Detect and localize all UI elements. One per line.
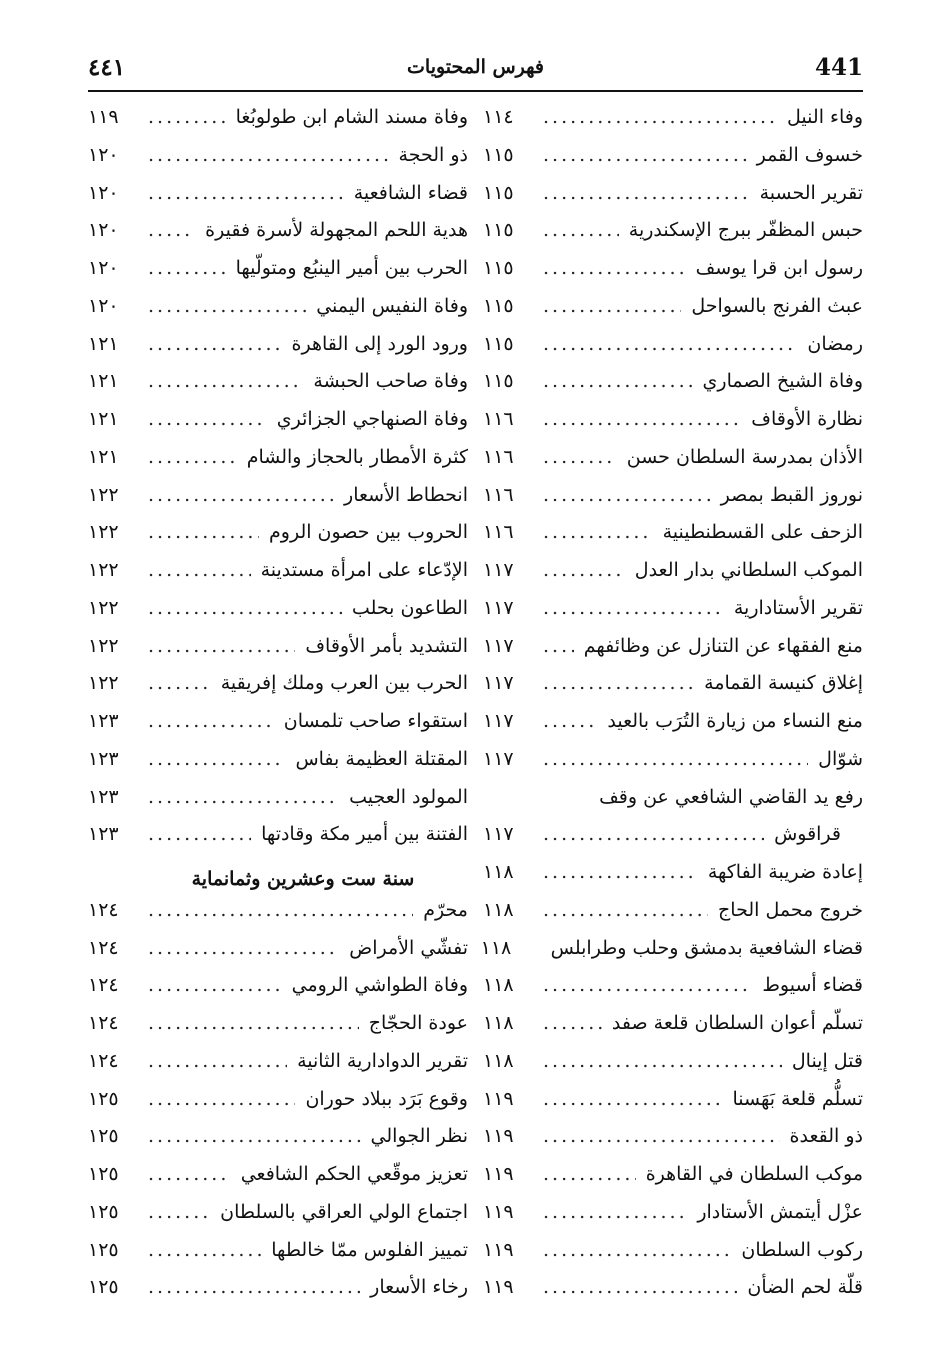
toc-entry	[483, 106, 863, 144]
dot-leader	[148, 144, 389, 166]
entry-page-number: ١٢٥	[88, 1276, 119, 1299]
entry-page-number: ١١٩	[483, 1276, 514, 1299]
entry-title: تسلُّم قلعة بَهَسنا	[732, 1087, 863, 1110]
entry-title: الحروب بين حصون الروم	[269, 521, 468, 544]
toc-entry	[88, 1239, 468, 1277]
entry-page-number: ١١٨	[483, 974, 514, 997]
dot-leader	[543, 333, 797, 355]
dot-leader	[543, 823, 764, 845]
entry-title: قضاء أسيوط	[762, 974, 863, 997]
entry-page-number: ١١٩	[483, 1087, 514, 1110]
entry-page-number: ١٢٢	[88, 521, 119, 544]
dot-leader	[543, 1050, 782, 1072]
entry-page-number: ١٢١	[88, 408, 119, 430]
entry-title: تقرير الحسبة	[759, 181, 863, 204]
entry-page-number: ١١٧	[483, 710, 514, 732]
entry-page-number: ١٢٠	[88, 294, 119, 317]
entry-page-number: ١١٧	[483, 596, 514, 619]
entry-title: ذو القعدة	[789, 1125, 863, 1148]
dot-leader	[543, 710, 597, 732]
entry-title: قضاء الشافعية	[353, 181, 468, 204]
entry-title: انحطاط الأسعار	[344, 483, 468, 506]
entry-page-number: ١١٦	[483, 408, 514, 430]
entry-page-number: ١١٥	[483, 257, 514, 279]
entry-title: منع الفقهاء عن التنازل عن وظائفهم	[583, 634, 863, 657]
entry-page-number: ١١٥	[483, 294, 514, 317]
toc-entry	[88, 1276, 468, 1314]
toc-entry	[88, 521, 468, 559]
dot-leader	[148, 219, 195, 241]
entry-page-number: ١١٥	[483, 370, 514, 393]
entry-page-number: ١١٩	[483, 1200, 514, 1223]
header-rule	[88, 90, 863, 92]
entry-page-number: ١٢٥	[88, 1200, 119, 1223]
dot-leader	[148, 937, 339, 959]
dot-leader	[148, 1125, 361, 1147]
entry-page-number: ١١٨	[483, 1049, 514, 1072]
entry-title: تسلّم أعوان السلطان قلعة صفد	[611, 1012, 863, 1034]
entry-title: استقواء صاحب تلمسان	[283, 710, 468, 732]
dot-leader	[148, 1239, 261, 1261]
dot-leader	[148, 635, 295, 657]
entry-title: نظارة الأوقاف	[751, 408, 863, 430]
dot-leader	[148, 182, 344, 204]
entry-page-number: ١١٩	[483, 1238, 514, 1261]
entry-title: ورود الورد إلى القاهرة	[291, 332, 468, 355]
entry-title: رسول ابن قرا يوسف	[695, 257, 863, 279]
dot-leader	[543, 521, 653, 543]
toc-entry	[88, 295, 468, 333]
entry-page-number: ١١٦	[483, 483, 514, 506]
dot-leader	[543, 899, 708, 921]
entry-title: إعادة ضريبة الفاكهة	[707, 861, 863, 883]
entry-title: قراقوش	[774, 823, 841, 846]
entry-title: المقتلة العظيمة بفاس	[295, 747, 468, 770]
entry-page-number: ١٢٣	[88, 747, 119, 770]
dot-leader	[148, 672, 211, 694]
toc-entry	[88, 219, 468, 257]
entry-page-number: ١١٦	[483, 521, 514, 544]
dot-leader	[148, 295, 306, 317]
entry-title: عبث الفرنج بالسواحل	[691, 294, 863, 317]
toc-entry	[88, 823, 468, 861]
dot-leader	[148, 370, 303, 392]
entry-page-number: ١٢٣	[88, 710, 119, 732]
toc-entry	[88, 1125, 468, 1163]
entry-title: الإدّعاء على امرأة مستدينة	[260, 559, 468, 581]
page-header	[88, 50, 863, 86]
toc-entry	[88, 408, 468, 446]
entry-page-number: ١٢١	[88, 332, 119, 355]
entry-page-number: ١٢٣	[88, 823, 119, 846]
entry-title: حبس المظفّر ببرج الإسكندرية	[628, 219, 863, 242]
entry-title: وقوع بَرَد ببلاد حوران	[305, 1087, 468, 1110]
toc-entry	[483, 408, 863, 446]
entry-title: وفاة الصنهاجي الجزائري	[276, 408, 468, 430]
dot-leader	[148, 1088, 295, 1110]
entry-title: إغلاق كنيسة القمامة	[704, 672, 863, 695]
toc-entry	[88, 484, 468, 522]
entry-page-number: ١٢١	[88, 445, 119, 468]
entry-page-number: ١٢٥	[88, 1087, 119, 1110]
toc-entry	[88, 899, 468, 937]
entry-page-number: ١١٧	[483, 672, 514, 695]
toc-entry	[483, 370, 863, 408]
entry-title: وفاة النفيس اليمني	[316, 294, 468, 317]
entry-title: الحرب بين أمير الينبُع ومتولّيها	[235, 257, 468, 279]
dot-leader	[148, 1012, 359, 1034]
entry-page-number: ١١٧	[483, 747, 514, 770]
entry-title: نظر الجوالي	[370, 1125, 468, 1148]
toc-entry	[88, 559, 468, 597]
entry-page-number: ١١٩	[483, 1125, 514, 1148]
entry-title: رفع يد القاضي الشافعي عن وقف	[599, 785, 863, 808]
dot-leader	[148, 446, 237, 468]
dot-leader	[148, 748, 285, 770]
toc-entry	[483, 521, 863, 559]
dot-leader	[148, 106, 226, 128]
entry-title: عودة الحجّاج	[368, 1012, 468, 1034]
entry-page-number: ١٢٥	[88, 1163, 119, 1185]
entry-page-number: ١١٨	[483, 1012, 514, 1034]
entry-title: عزْل أيتمش الأستادار	[697, 1200, 863, 1223]
dot-leader	[148, 710, 274, 732]
dot-leader	[543, 1276, 737, 1298]
toc-entry	[88, 1050, 468, 1088]
dot-leader	[148, 484, 334, 506]
entry-page-number: ١٢٤	[88, 898, 119, 921]
toc-entry	[483, 257, 863, 295]
entry-title: خروج محمل الحاج	[718, 898, 863, 921]
entry-page-number: ١١٧	[483, 559, 514, 581]
entry-title: قلّة لحم الضأن	[747, 1276, 863, 1299]
dot-leader	[148, 1276, 360, 1298]
toc-entry	[483, 786, 863, 824]
toc-entry	[483, 899, 863, 937]
dot-leader	[543, 861, 698, 883]
dot-leader	[543, 144, 747, 166]
page-number-arabic: ٤٤١	[88, 54, 126, 81]
entry-title: وفاة صاحب الحبشة	[313, 370, 468, 393]
entry-title: رخاء الأسعار	[370, 1276, 468, 1299]
toc-entry	[483, 1163, 863, 1201]
entry-page-number: ١١٨	[480, 936, 512, 959]
entry-title: المولود العجيب	[349, 785, 468, 808]
toc-entry	[88, 974, 468, 1012]
toc-entry	[483, 333, 863, 371]
entry-title: الفتنة بين أمير مكة وقادتها	[261, 823, 468, 846]
toc-column-right	[480, 106, 863, 1314]
entry-page-number: ١٢٢	[88, 559, 119, 581]
entry-page-number: ١٢٠	[88, 257, 119, 279]
entry-page-number: ١٢٢	[88, 672, 119, 695]
entry-title: اجتماع الولي العراقي بالسلطان	[220, 1200, 468, 1223]
dot-leader	[148, 1050, 287, 1072]
entry-page-number: ١٢٥	[88, 1125, 119, 1148]
toc-entry	[483, 1201, 863, 1239]
toc-entry	[483, 710, 863, 748]
dot-leader	[148, 899, 413, 921]
entry-page-number: ١١٥	[483, 332, 514, 355]
entry-page-number: ١٢٢	[88, 483, 119, 506]
entry-page-number: ١١٩	[88, 106, 119, 128]
toc-entry	[483, 144, 863, 182]
toc-entry	[483, 1125, 863, 1163]
dot-leader	[543, 597, 724, 619]
toc-entry	[88, 1163, 468, 1201]
dot-leader	[148, 521, 259, 543]
entry-page-number: ١١٦	[483, 445, 514, 468]
entry-page-number: ١١٥	[483, 219, 514, 242]
toc-entry	[88, 748, 468, 786]
toc-entry	[480, 936, 863, 975]
entry-title: رمضان	[807, 332, 863, 355]
entry-title: تفشّي الأمراض	[349, 936, 468, 959]
entry-page-number: ١٢٤	[88, 1049, 119, 1072]
entry-title: تقرير الأستادارية	[733, 596, 863, 619]
toc-entry	[88, 257, 468, 295]
entry-title: وفاة مسند الشام ابن طولوبُغا	[235, 106, 468, 128]
toc-entry	[88, 333, 468, 371]
toc-entry	[88, 1088, 468, 1126]
toc-entry	[88, 106, 468, 144]
dot-leader	[543, 635, 574, 657]
entry-title: قتل إينال	[791, 1049, 863, 1072]
dot-leader	[543, 295, 681, 317]
toc-entry	[88, 1012, 468, 1050]
toc-entry	[483, 182, 863, 220]
toc-entry	[483, 597, 863, 635]
toc-entry	[483, 1276, 863, 1314]
toc-entry	[483, 295, 863, 333]
toc-entry	[483, 748, 863, 786]
entry-title: تقرير الدوادارية الثانية	[297, 1049, 468, 1072]
entry-title: الأذان بمدرسة السلطان حسن	[626, 445, 863, 468]
entry-page-number: ١١٧	[483, 634, 514, 657]
dot-leader	[543, 370, 693, 392]
dot-leader	[543, 1088, 723, 1110]
entry-page-number: ١٢٠	[88, 143, 119, 166]
entry-title: الزحف على القسطنطينية	[662, 521, 863, 544]
toc-entry	[88, 635, 468, 673]
entry-title: تمييز الفلوس ممّا خالطها	[271, 1238, 468, 1261]
running-title: فهرس المحتويات	[407, 56, 544, 78]
dot-leader	[543, 748, 808, 770]
entry-title: ركوب السلطان	[741, 1238, 863, 1261]
toc-entry	[483, 219, 863, 257]
dot-leader	[148, 408, 267, 430]
dot-leader	[148, 333, 282, 355]
entry-page-number: ١١٤	[483, 106, 514, 128]
toc-entry	[88, 672, 468, 710]
toc-column-left	[88, 106, 468, 1314]
dot-leader	[148, 1201, 210, 1223]
dot-leader	[543, 1239, 731, 1261]
toc-entry	[88, 597, 468, 635]
dot-leader	[148, 823, 251, 845]
toc-entry	[88, 446, 468, 484]
toc-entry	[483, 672, 863, 710]
toc-entry	[483, 484, 863, 522]
dot-leader	[148, 786, 339, 808]
section-heading: سنة ست وعشرين وثمانماية	[191, 868, 415, 890]
entry-page-number: ١١٨	[483, 898, 514, 921]
dot-leader	[543, 1125, 780, 1147]
dot-leader	[148, 597, 342, 619]
toc-entry	[483, 861, 863, 899]
dot-leader	[543, 559, 625, 581]
toc-entry	[88, 937, 468, 975]
entry-page-number: ١٢٠	[88, 219, 119, 242]
dot-leader	[543, 106, 777, 128]
dot-leader	[543, 1012, 602, 1034]
toc-entry	[483, 1012, 863, 1050]
toc-entry	[88, 786, 468, 824]
dot-leader	[543, 974, 752, 996]
entry-title: خسوف القمر	[756, 143, 863, 166]
dot-leader	[148, 974, 282, 996]
dot-leader	[543, 672, 694, 694]
toc-entry	[483, 1088, 863, 1126]
dot-leader	[543, 1201, 687, 1223]
entry-title: منع النساء من زيارة التُرَب بالعيد	[607, 710, 863, 732]
page-number-latin: 441	[814, 54, 863, 81]
entry-page-number: ١٢٤	[88, 974, 119, 997]
entry-title: الموكب السلطاني بدار العدل	[634, 559, 863, 581]
entry-page-number: ١٢٠	[88, 181, 119, 204]
toc-entry	[483, 1239, 863, 1277]
entry-title: ذو الحجة	[398, 143, 468, 166]
entry-title: كثرة الأمطار بالحجاز والشام	[246, 445, 468, 468]
entry-page-number: ١١٥	[483, 143, 514, 166]
toc-entry	[88, 144, 468, 182]
entry-title: محرّم	[423, 898, 468, 921]
dot-leader	[543, 484, 711, 506]
toc-entry	[483, 823, 863, 861]
entry-page-number: ١٢٢	[88, 596, 119, 619]
dot-leader	[543, 219, 619, 241]
entry-title: تعزيز موقّعي الحكم الشافعي	[240, 1163, 468, 1185]
dot-leader	[543, 446, 617, 468]
toc-entry	[483, 635, 863, 673]
dot-leader	[148, 559, 251, 581]
toc-entry	[88, 710, 468, 748]
toc-entry	[483, 1050, 863, 1088]
entry-page-number: ١٢٥	[88, 1238, 119, 1261]
dot-leader	[148, 257, 226, 279]
dot-leader	[543, 257, 686, 279]
entry-page-number: ١١٨	[483, 861, 514, 883]
entry-title: نوروز القبط بمصر	[720, 483, 863, 506]
entry-title: موكب السلطان في القاهرة	[645, 1163, 863, 1185]
entry-page-number: ١١٧	[483, 823, 514, 846]
dot-leader	[148, 1163, 231, 1185]
toc-entry	[483, 559, 863, 597]
entry-page-number: ١١٩	[483, 1163, 514, 1185]
entry-title: وفاء النيل	[787, 106, 863, 128]
entry-title: هدية اللحم المجهولة لأسرة فقيرة	[205, 219, 468, 242]
entry-title: وفاة الشيخ الصماري	[702, 370, 863, 393]
dot-leader	[543, 182, 750, 204]
entry-page-number: ١٢١	[88, 370, 119, 393]
entry-page-number: ١٢٤	[88, 936, 119, 959]
entry-page-number: ١٢٣	[88, 785, 119, 808]
entry-page-number: ١١٥	[483, 181, 514, 204]
entry-title: وفاة الطواشي الرومي	[291, 974, 468, 997]
toc-entry	[88, 182, 468, 220]
dot-leader	[543, 408, 741, 430]
toc-entry	[88, 1201, 468, 1239]
entry-title: شوّال	[818, 747, 863, 770]
entry-title: الحرب بين العرب وملك إفريقية	[220, 672, 468, 695]
entry-page-number: ١٢٢	[88, 634, 119, 657]
toc-entry	[88, 370, 468, 408]
toc-entry	[483, 446, 863, 484]
entry-title: قضاء الشافعية بدمشق وحلب وطرابلس	[550, 936, 863, 959]
entry-page-number: ١٢٤	[88, 1012, 119, 1034]
entry-title: الطاعون بحلب	[351, 596, 468, 619]
entry-title: التشديد بأمر الأوقاف	[305, 634, 468, 657]
dot-leader	[543, 1163, 636, 1185]
toc-entry	[483, 974, 863, 1012]
